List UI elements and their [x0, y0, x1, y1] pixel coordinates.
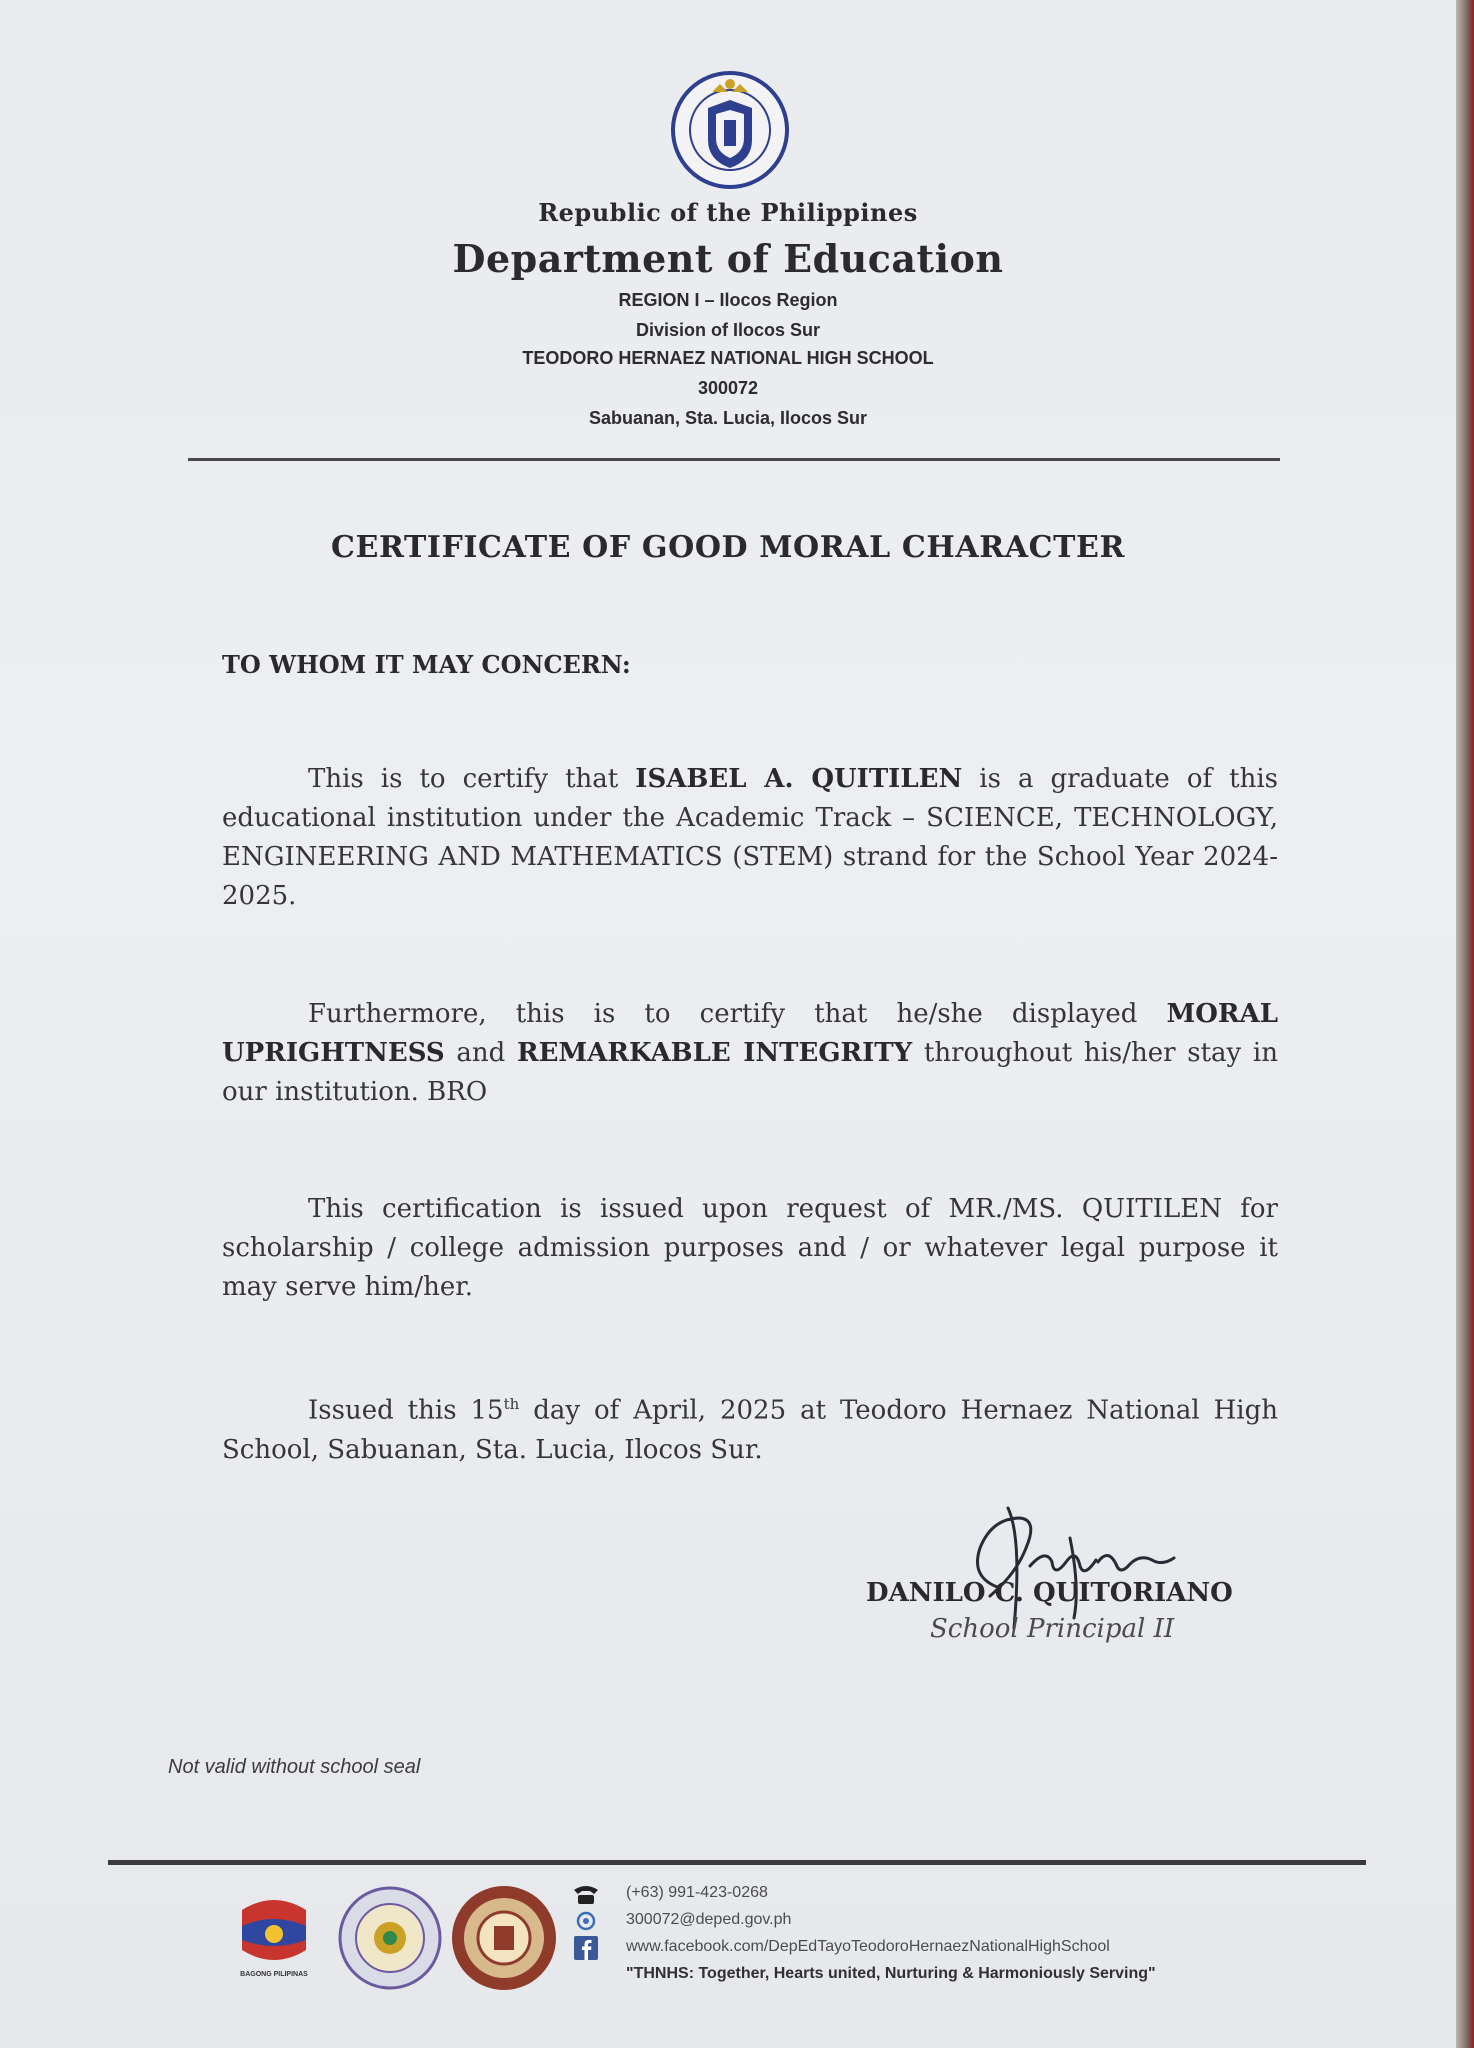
p2-text-a: Furthermore, this is to certify that he/she displayed [308, 999, 1167, 1029]
svg-text:BAGONG PILIPINAS: BAGONG PILIPINAS [240, 1971, 308, 1978]
header-division: Division of Ilocos Sur [635, 320, 821, 340]
header-address: Sabuanan, Sta. Lucia, Ilocos Sur [588, 408, 868, 428]
p4-superscript: th [503, 1395, 520, 1413]
p1-text-a: This is to certify that [308, 764, 636, 794]
bagong-pilipinas-logo [232, 1890, 316, 1980]
signatory-position: School Principal II [930, 1614, 1175, 1644]
p2-text-c: throughout his/her stay in our institution. BRO [222, 1038, 1278, 1107]
email-icon [572, 1909, 600, 1933]
p2-bold-integrity: REMARKABLE INTEGRITY [516, 1038, 913, 1068]
contact-facebook: www.facebook.com/DepEdTayoTeodoroHernaezNationalHighSchool [626, 1938, 1110, 1955]
p3-text: This certification is issued upon request of MR./MS. QUITILEN for scholarship / college admission purposes and / or whatever legal purpose it may serve him/her. [222, 1194, 1278, 1302]
paragraph-purpose [222, 1190, 1278, 1307]
salutation: TO WHOM IT MAY CONCERN: [222, 650, 631, 679]
student-name: ISABEL A. QUITILEN [635, 764, 963, 794]
certificate-title: CERTIFICATE OF GOOD MORAL CHARACTER [331, 530, 1125, 565]
paper-edge [1456, 0, 1474, 2048]
p1-text-b: is a graduate of this educational institution under the Academic Track – SCIENCE, TECHNOLOGY, ENGINEERING AND MATHEMATICS (STEM) strand for the School Year 2024-2025. [222, 764, 1278, 911]
footer-divider [108, 1860, 1366, 1865]
validity-note: Not valid without school seal [168, 1756, 421, 1778]
paragraph-issued [222, 1385, 1278, 1470]
header-region: REGION I – Ilocos Region [618, 290, 838, 310]
school-motto: "THNHS: Together, Hearts united, Nurturing & Harmoniously Serving" [626, 1965, 1156, 1982]
contact-email-row [572, 1909, 1292, 1936]
p4-text-a: Issued this 15 [308, 1395, 504, 1426]
contact-phone-row [572, 1882, 1292, 1909]
paragraph-graduate [222, 760, 1278, 916]
contact-motto-row [572, 1963, 1292, 1990]
signatory-name: DANILO C. QUITORIANO [866, 1578, 1233, 1608]
school-seal-logo [338, 1886, 442, 1990]
header-school-id: 300072 [697, 378, 759, 398]
header-divider [188, 458, 1280, 461]
header-republic: Republic of the Philippines [538, 198, 918, 227]
telephone-icon [572, 1882, 600, 1906]
p2-text-b: and [444, 1038, 517, 1068]
p4-text-b: day of April, 2025 at Teodoro Hernaez National High School, Sabuanan, Sta. Lucia, Ilocos Sur. [222, 1395, 1278, 1465]
header-school-name: TEODORO HERNAEZ NATIONAL HIGH SCHOOL [522, 348, 934, 368]
contact-email: 300072@deped.gov.ph [626, 1911, 792, 1928]
deped-seal-logo [670, 70, 790, 190]
contact-facebook-row [572, 1936, 1292, 1963]
facebook-icon [572, 1936, 600, 1960]
paragraph-moral-character [222, 995, 1278, 1112]
p2-bold-moral: MORAL UPRIGHTNESS [222, 999, 1278, 1068]
contact-phone: (+63) 991-423-0268 [626, 1884, 768, 1901]
footer-contact [572, 1882, 1292, 1990]
division-seal-logo [450, 1884, 558, 1992]
header-department: Department of Education [452, 236, 1004, 281]
